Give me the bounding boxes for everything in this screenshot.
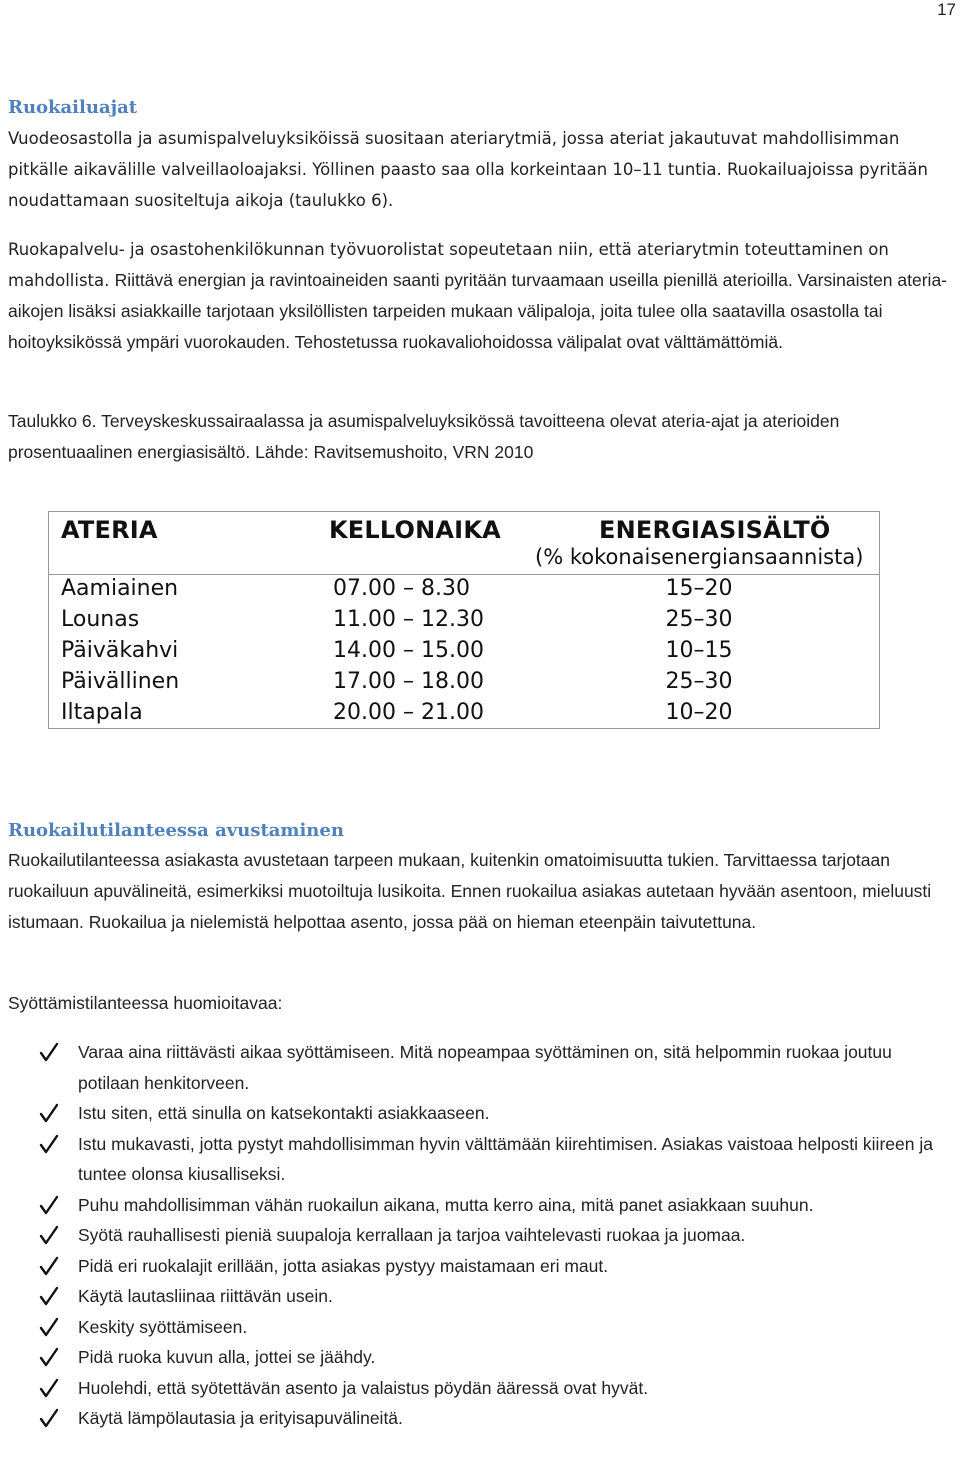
check-mark-icon bbox=[38, 1190, 60, 1220]
table-caption: Taulukko 6. Terveyskeskussairaalassa ja asumispalveluyksikössä tavoitteena olevat ateria-ajat ja aterioiden prosentuaalinen energiasisältö. Lähde: Ravitsemushoito, VRN 2010 bbox=[8, 411, 840, 462]
table-cell-energy: 10–15 bbox=[665, 638, 733, 663]
list-item-text: Käytä lämpölautasia ja erityisapuvälineitä. bbox=[78, 1408, 403, 1428]
meal-times-table bbox=[48, 511, 880, 729]
check-mark-icon bbox=[38, 1129, 60, 1159]
list-item-text: Puhu mahdollisimman vähän ruokailun aikana, mutta kerro aina, mitä panet asiakkaan suuhun. bbox=[78, 1194, 814, 1215]
list-item-text: Istu mukavasti, jotta pystyt mahdollisimman hyvin välttämään kiirehtimisen. Asiakas vaistoaa helposti kiireen ja tuntee olonsa kiusalliseksi. bbox=[78, 1133, 933, 1184]
list-item-text: Pidä eri ruokalajit erillään, jotta asiakas pystyy maistamaan eri maut. bbox=[78, 1255, 609, 1276]
check-mark-icon bbox=[38, 1373, 60, 1403]
table-header-energy: ENERGIASISÄLTÖ bbox=[599, 516, 831, 544]
check-mark-icon bbox=[38, 1251, 60, 1281]
table-cell-energy: 25–30 bbox=[665, 607, 733, 632]
table-cell-meal: Päivällinen bbox=[61, 669, 180, 694]
list-item-text: Varaa aina riittävästi aikaa syöttämiseen. Mitä nopeampaa syöttäminen on, sitä helpommin ruokaa joutuu potilaan henkitorveen. bbox=[78, 1042, 892, 1093]
table-header-meal: ATERIA bbox=[61, 516, 158, 544]
table-cell-meal: Iltapala bbox=[61, 700, 143, 725]
list-item-text: Istu siten, että sinulla on katsekontakti asiakkaaseen. bbox=[78, 1103, 490, 1123]
list-item bbox=[38, 1373, 938, 1404]
list-item-text: Keskity syöttämiseen. bbox=[78, 1316, 248, 1337]
table-cell-meal: Aamiainen bbox=[61, 576, 179, 601]
table-row-divider bbox=[49, 574, 879, 575]
table-cell-meal: Päiväkahvi bbox=[61, 638, 179, 663]
list-item-text: Pidä ruoka kuvun alla, jottei se jäähdy. bbox=[78, 1347, 376, 1367]
page-number: 17 bbox=[937, 0, 956, 19]
check-mark-icon bbox=[38, 1220, 60, 1250]
check-mark-icon bbox=[38, 1098, 60, 1128]
paragraph-feeding-assistance: Ruokailutilanteessa asiakasta avustetaan tarpeen mukaan, kuitenkin omatoimisuutta tukien. Tarvittaessa tarjotaan ruokailuun apuvälineitä, esimerkiksi muotoiltuja lusikoita. Ennen ruokailua asiakas autetaan hyvään asentoon, mieluusti istumaan. Ruokailua ja nielemistä helpottaa asento, jossa pää on hieman eteenpäin taivutettuna. bbox=[8, 850, 932, 932]
table-cell-energy: 15–20 bbox=[665, 576, 733, 601]
list-item-text: Syötä rauhallisesti pieniä suupaloja kerrallaan ja tarjoa vaihtelevasti ruokaa ja juomaa. bbox=[78, 1225, 746, 1245]
check-mark-icon bbox=[38, 1312, 60, 1342]
list-item bbox=[38, 1129, 938, 1190]
list-item bbox=[38, 1037, 938, 1098]
feeding-checklist bbox=[38, 1037, 938, 1434]
list-title: Syöttämistilanteessa huomioitavaa: bbox=[8, 993, 283, 1013]
table-header-time: KELLONAIKA bbox=[329, 516, 501, 544]
list-item bbox=[38, 1251, 938, 1282]
list-item bbox=[38, 1342, 938, 1373]
check-mark-icon bbox=[38, 1342, 60, 1372]
table-subheader-energy: (% kokonaisenergiansaannista) bbox=[535, 545, 864, 569]
paragraph-shift-lists bbox=[8, 234, 956, 358]
list-item-text: Käytä lautasliinaa riittävän usein. bbox=[78, 1286, 333, 1306]
check-mark-icon bbox=[38, 1037, 60, 1067]
check-mark-icon bbox=[38, 1281, 60, 1311]
table-cell-time: 17.00 – 18.00 bbox=[333, 669, 484, 694]
section-heading-feeding-assistance: Ruokailutilanteessa avustaminen bbox=[8, 820, 344, 841]
paragraph-snacks-text: Riittävä energian ja ravintoaineiden saanti pyritään turvaamaan useilla pienillä aterioilla. Varsinaisten ateria-aikojen lisäksi asiakkaille tarjotaan yksilöllisten tarpeiden mukaan välipaloja, joita tulee olla saatavilla osastolla tai hoitoyksikössä ympäri vuorokauden. Tehostetussa ruokavaliohoidossa välipalat ovat välttämättömiä. bbox=[8, 270, 948, 352]
list-item-text: Huolehdi, että syötettävän asento ja valaistus pöydän ääressä ovat hyvät. bbox=[78, 1377, 649, 1398]
paragraph-shift-lists-text: Ruokapalvelu- ja osastohenkilökunnan työvuorolistat sopeutetaan niin, että ateriarytmin toteuttaminen on mahdollista. bbox=[8, 240, 889, 290]
table-cell-time: 11.00 – 12.30 bbox=[333, 607, 484, 632]
paragraph-meal-rhythm: Vuodeosastolla ja asumispalveluyksiköissä suositaan ateriarytmiä, jossa ateriat jakautuvat mahdollisimman pitkälle aikavälille valveillaoloajaksi. Yöllinen paasto saa olla korkeintaan 10–11 tuntia. Ruokailuajoissa pyritään noudattamaan suositeltuja aikoja (taulukko 6). bbox=[8, 129, 928, 210]
table-cell-time: 07.00 – 8.30 bbox=[333, 576, 470, 601]
list-item bbox=[38, 1190, 938, 1221]
list-item bbox=[38, 1403, 938, 1434]
table-cell-energy: 25–30 bbox=[665, 669, 733, 694]
table-cell-time: 14.00 – 15.00 bbox=[333, 638, 484, 663]
list-item bbox=[38, 1281, 938, 1312]
check-mark-icon bbox=[38, 1403, 60, 1433]
table-cell-time: 20.00 – 21.00 bbox=[333, 700, 484, 725]
list-item bbox=[38, 1098, 938, 1129]
section-heading-meal-times: Ruokailuajat bbox=[8, 97, 138, 118]
list-item bbox=[38, 1312, 938, 1343]
table-cell-meal: Lounas bbox=[61, 607, 140, 632]
table-cell-energy: 10–20 bbox=[665, 700, 733, 725]
list-item bbox=[38, 1220, 938, 1251]
